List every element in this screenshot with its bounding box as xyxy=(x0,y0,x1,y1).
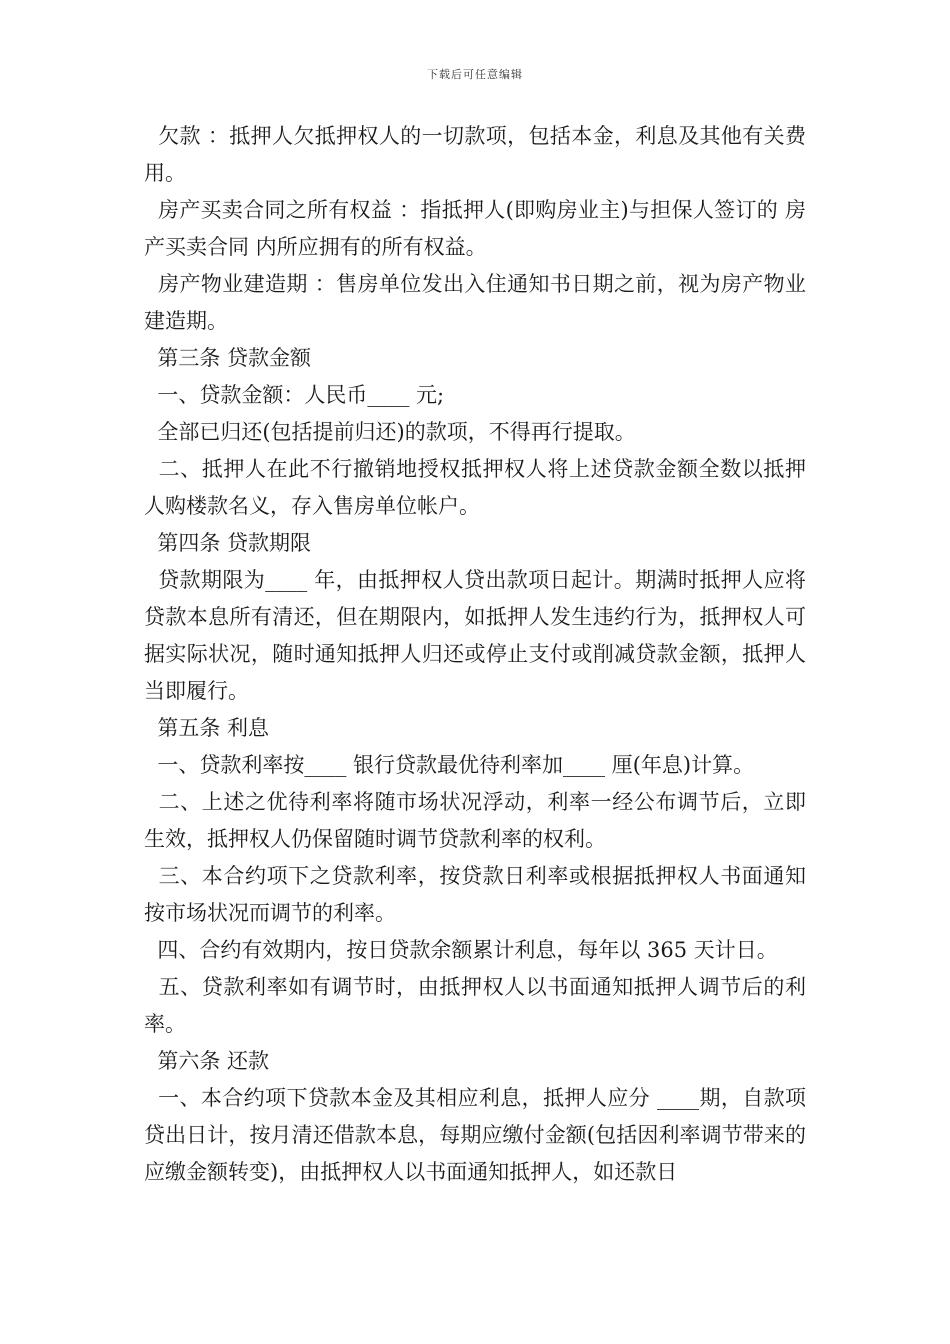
article-4-body: 贷款期限为____ 年，由抵押权人贷出款项日起计。期满时抵押人应将贷款本息所有清还，但在期限内，如抵押人发生违约行为，抵押权人可据实际状况，随时通知抵押人归还或停止支付或削减贷款金额，抵押人当即履行。 xyxy=(144,568,806,703)
article-5-clause-2: 二、上述之优待利率将随市场状况浮动，利率一经公布调节后，立即生效，抵押权人仍保留随时调节贷款利率的权利。 xyxy=(144,790,806,851)
article-3-clause-2: 二、抵押人在此不行撤销地授权抵押权人将上述贷款金额全数以抵押人购楼款名义，存入售房单位帐户。 xyxy=(144,457,806,518)
article-4-heading: 第四条 贷款期限 xyxy=(144,531,312,555)
document-body xyxy=(144,118,806,1191)
page-header: 下载后可任意编辑 xyxy=(427,68,523,81)
paragraph-arrears-definition: 欠款 ：抵押人欠抵押权人的一切款项，包括本金，利息及其他有关费用。 xyxy=(144,124,806,185)
article-6-clause-1: 一、本合约项下贷款本金及其相应利息，抵押人应分 ____期，自款项贷出日计，按月清还借款本息，每期应缴付金额(包括因利率调节带来的应缴金额转变)，由抵押权人以书面通知抵押人，如还款日 xyxy=(144,1086,806,1184)
article-5-clause-5: 五、贷款利率如有调节时，由抵押权人以书面通知抵押人调节后的利率。 xyxy=(144,975,806,1036)
article-5-clause-3: 三、本合约项下之贷款利率，按贷款日利率或根据抵押权人书面通知按市场状况而调节的利率。 xyxy=(144,864,806,925)
article-5-heading: 第五条 利息 xyxy=(144,716,270,740)
paragraph-property-rights-definition: 房产买卖合同之所有权益 ：指抵押人(即购房业主)与担保人签订的 房产买卖合同 内所应拥有的所有权益。 xyxy=(144,198,806,259)
article-6-heading: 第六条 还款 xyxy=(144,1049,270,1073)
article-5-clause-1: 一、贷款利率按____ 银行贷款最优待利率加____ 厘(年息)计算。 xyxy=(144,753,755,777)
article-3-note: 全部已归还(包括提前归还)的款项，不得再行提取。 xyxy=(144,420,636,444)
article-3-clause-1: 一、贷款金额：人民币____ 元; xyxy=(144,383,445,407)
paragraph-construction-period-definition: 房产物业建造期 ：售房单位发出入住通知书日期之前，视为房产物业建造期。 xyxy=(144,272,806,333)
article-3-heading: 第三条 贷款金额 xyxy=(144,346,312,370)
article-5-clause-4: 四、合约有效期内，按日贷款余额累计利息，每年以 365 天计日。 xyxy=(144,938,778,962)
